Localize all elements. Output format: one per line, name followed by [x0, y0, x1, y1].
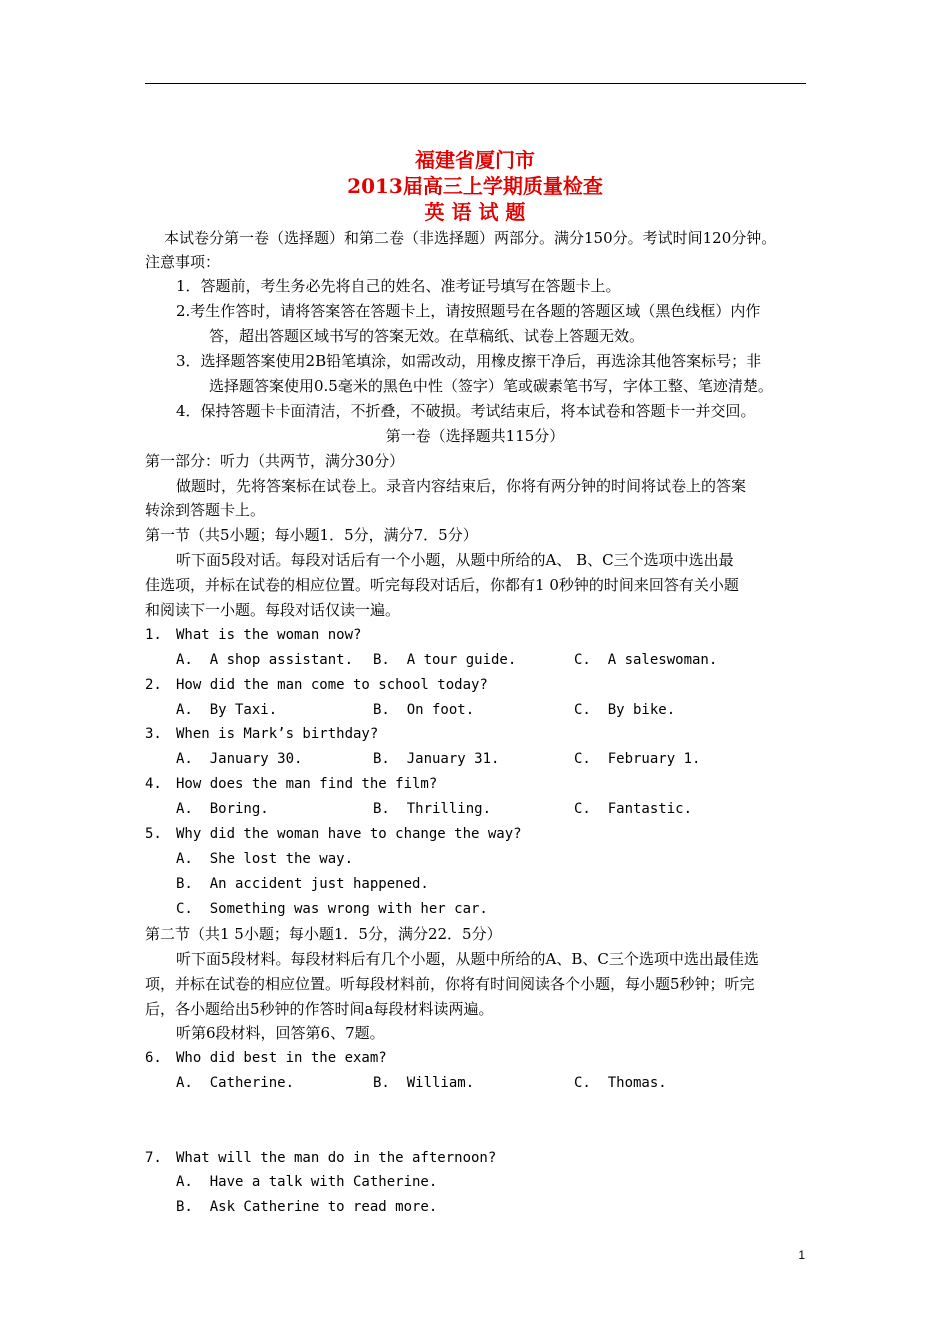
volume-heading: 第一卷（选择题共115分） — [385, 427, 565, 445]
notice-item-3a: 3．选择题答案使用2B铅笔填涂，如需改动，用橡皮擦干净后，再选涂其他答案标号；非 — [176, 352, 762, 370]
option-c: C. Something was wrong with her car. — [176, 901, 488, 917]
notice-item-3b: 选择题答案使用0.5毫米的黑色中性（签字）笔或碳素笔书写，字体工整、笔迹清楚。 — [209, 377, 773, 395]
option-c: C. By bike. — [574, 702, 676, 718]
question-text: What will the man do in the afternoon? — [176, 1150, 497, 1166]
title-region: 福建省厦门市 — [415, 148, 535, 172]
section2-desc-c: 后，各小题给出5秒钟的作答时间a每段材料读两遍。 — [145, 1000, 494, 1018]
section1-desc-a: 听下面5段对话。每段对话后有一个小题，从题中所给的A、 B、C三个选项中选出最 — [176, 551, 734, 569]
notice-item-2b: 答，超出答题区域书写的答案无效。在草稿纸、试卷上答题无效。 — [209, 327, 645, 345]
notice-item-1: 1．答题前，考生务必先将自己的姓名、准考证号填写在答题卡上。 — [176, 277, 621, 295]
material-6-note: 听第6段材料，回答第6、7题。 — [176, 1024, 385, 1042]
question-text: How does the man find the film? — [176, 776, 438, 792]
option-a: A. Boring. — [176, 801, 269, 817]
option-a: A. A shop assistant. — [176, 652, 354, 668]
option-c: C. Fantastic. — [574, 801, 693, 817]
part1-heading: 第一部分：听力（共两节，满分30分） — [145, 452, 405, 470]
intro-line: 本试卷分第一卷（选择题）和第二卷（非选择题）两部分。满分150分。考试时间120分钟。 — [164, 229, 777, 247]
part1-desc-a: 做题时，先将答案标在试卷上。录音内容结束后，你将有两分钟的时间将试卷上的答案 — [176, 477, 747, 495]
question-number: 7. — [145, 1150, 162, 1166]
page-number: 1 — [798, 1248, 805, 1262]
notice-item-4: 4．保持答题卡卡面清洁，不折叠，不破损。考试结束后，将本试卷和答题卡一并交回。 — [176, 402, 756, 420]
option-b: B. An accident just happened. — [176, 876, 429, 892]
option-b: B. A tour guide. — [373, 652, 517, 668]
question-number: 1. — [145, 627, 162, 643]
question-number: 6. — [145, 1050, 162, 1066]
option-b: B. Ask Catherine to read more. — [176, 1199, 438, 1215]
option-a: A. January 30. — [176, 751, 303, 767]
section2-desc-a: 听下面5段材料。每段材料后有几个小题，从题中所给的A、B、C三个选项中选出最佳选 — [176, 950, 759, 968]
option-c: C. A saleswoman. — [574, 652, 718, 668]
question-text: What is the woman now? — [176, 627, 362, 643]
question-text: When is Mark’s birthday? — [176, 726, 379, 742]
title-exam: 2013届高三上学期质量检查 — [347, 174, 603, 198]
question-number: 5. — [145, 826, 162, 842]
question-number: 3. — [145, 726, 162, 742]
section2-desc-b: 项，并标在试卷的相应位置。听每段材料前，你将有时间阅读各个小题，每小题5秒钟；听完 — [145, 975, 755, 993]
question-number: 4. — [145, 776, 162, 792]
question-text: Who did best in the exam? — [176, 1050, 387, 1066]
option-b: B. Thrilling. — [373, 801, 492, 817]
option-c: C. Thomas. — [574, 1075, 667, 1091]
section2-heading: 第二节（共1 5小题；每小题1．5分，满分22．5分） — [145, 925, 502, 943]
section1-heading: 第一节（共5小题；每小题1．5分，满分7．5分） — [145, 526, 478, 544]
option-b: B. January 31. — [373, 751, 500, 767]
option-c: C. February 1. — [574, 751, 701, 767]
option-a: A. Catherine. — [176, 1075, 295, 1091]
question-text: How did the man come to school today? — [176, 677, 488, 693]
option-a: A. By Taxi. — [176, 702, 278, 718]
part1-desc-b: 转涂到答题卡上。 — [145, 501, 266, 519]
header-rule — [145, 83, 806, 84]
question-number: 2. — [145, 677, 162, 693]
section1-desc-b: 佳选项，并标在试卷的相应位置。听完每段对话后，你都有1 0秒钟的时间来回答有关小题 — [145, 576, 739, 594]
option-b: B. On foot. — [373, 702, 475, 718]
option-a: A. She lost the way. — [176, 851, 354, 867]
question-text: Why did the woman have to change the way? — [176, 826, 522, 842]
section1-desc-c: 和阅读下一小题。每段对话仅读一遍。 — [145, 601, 401, 619]
notice-heading: 注意事项： — [145, 253, 221, 271]
option-a: A. Have a talk with Catherine. — [176, 1174, 438, 1190]
option-b: B. William. — [373, 1075, 475, 1091]
title-subject: 英 语 试 题 — [424, 200, 526, 224]
notice-item-2a: 2.考生作答时，请将答案答在答题卡上，请按照题号在各题的答题区域（黑色线框）内作 — [176, 302, 761, 320]
